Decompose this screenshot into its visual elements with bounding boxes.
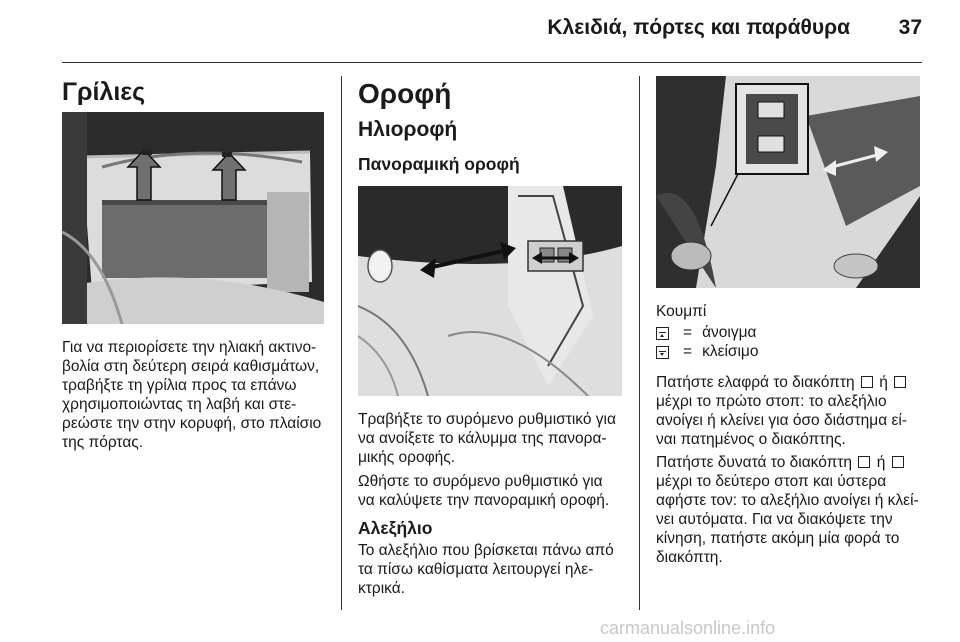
- legend-label-close: κλείσιμο: [702, 343, 759, 360]
- legend-row-open: = άνοιγμα: [656, 324, 756, 342]
- subheading-sunblind: Αλεξήλιο: [358, 518, 433, 538]
- sunblind-description: Το αλεξήλιο που βρίσκεται πάνω από τα πίσω καθίσματα λειτουργεί ηλε- κτρικά.: [358, 542, 614, 597]
- watermark: carmanualsonline.info: [600, 618, 776, 638]
- legend-label-open: άνοιγμα: [702, 324, 757, 341]
- section-heading-sunshades: Γρίλιες: [62, 78, 146, 106]
- column-divider-left: [341, 76, 342, 610]
- open-button-icon: [858, 456, 870, 468]
- open-button-icon: [656, 327, 669, 340]
- legend-row-close: = κλείσιμο: [656, 343, 758, 361]
- sunblind-button-illustration: [656, 76, 920, 288]
- subheading-sunroof: Ηλιοροφή: [358, 118, 458, 141]
- sunshade-instructions: Για να περιορίσετε την ηλιακή ακτινο- βολία στη δεύτερη σειρά καθισμάτων, τραβήξτε τη γρίλια προς τα επάνω χρησιμοποιώντας τη λαβή και στε- ρεώστε την στην κορυφή, στο πλαίσιο της πόρτας.: [62, 339, 322, 451]
- close-button-icon: [894, 376, 906, 388]
- open-button-icon: [861, 376, 873, 388]
- page-title: Κλειδιά, πόρτες και παράθυρα: [547, 16, 850, 39]
- panoramic-roof-illustration: [358, 186, 622, 396]
- column-divider-right: [639, 76, 640, 610]
- buttons-label: Κουμπί: [656, 303, 707, 320]
- section-heading-roof: Οροφή: [358, 78, 452, 109]
- panoramic-roof-open-instructions: Τραβήξτε το συρόμενο ρυθμιστικό για να ανοίξετε το κάλυμμα της πανορα- μικής οροφής.: [358, 411, 616, 466]
- sunblind-firm-press-instructions: Πατήστε δυνατά το διακόπτη ή μέχρι το δεύτερο στοπ και ύστερα αφήστε τον: το αλεξήλιο ανοίγει ή κλεί- νει αυτόματα. Για να διακόψετε την κίνηση, πατήστε ακόμη μία φορά το διακόπτη.: [656, 454, 919, 566]
- panoramic-roof-close-instructions: Ωθήστε το συρόμενο ρυθμιστικό για να καλύψετε την πανοραμική οροφή.: [358, 473, 610, 509]
- header-divider: [62, 62, 922, 63]
- sunblind-light-press-instructions: Πατήστε ελαφρά το διακόπτη ή μέχρι το πρώτο στοπ: το αλεξήλιο ανοίγει ή κλείνει για όσο διάστημα εί- ναι πατημένος ο διακόπτης.: [656, 374, 908, 448]
- sunshade-illustration: [62, 112, 324, 324]
- subheading-panoramic-roof: Πανοραμική οροφή: [358, 154, 520, 174]
- close-button-icon: [656, 346, 669, 359]
- page-number: 37: [898, 16, 922, 39]
- close-button-icon: [892, 456, 904, 468]
